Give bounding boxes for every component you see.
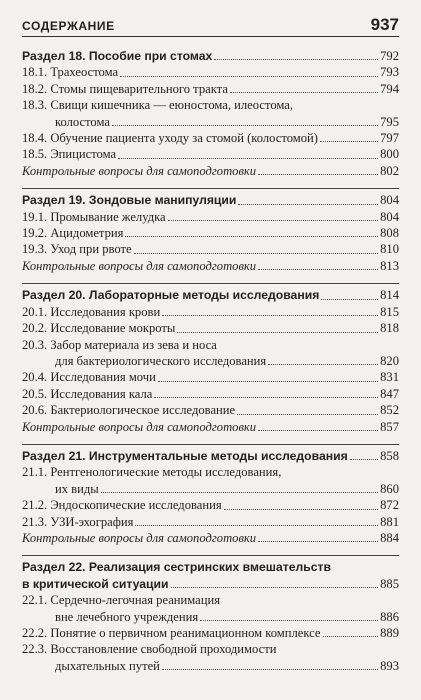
toc-entry [22,448,399,464]
dot-leader [154,397,378,398]
toc-entry [22,97,399,113]
dot-leader [135,525,378,526]
running-title: СОДЕРЖАНИЕ [22,19,115,33]
toc-entry-page: 884 [380,530,399,545]
toc-entry-title: Раздел 20. Лабораторные методы исследования [22,288,320,303]
toc-entry [22,304,399,320]
toc-entry [22,576,399,592]
dot-leader [237,414,378,415]
toc-entry-page: 800 [380,147,399,162]
toc-entry-page: 792 [380,49,399,63]
toc-entry-title: 20.1. Исследования крови [22,304,161,319]
toc-entry [22,337,399,353]
toc-entry [22,353,399,369]
toc-entry [22,514,399,530]
toc-entry-page: 794 [380,81,399,96]
toc-entry [22,402,399,418]
toc-entry-title: 21.2. Эндоскопические исследования [22,498,222,513]
toc-entry-page: 815 [380,304,399,319]
toc-section [22,188,399,274]
toc-entry [22,320,399,336]
toc-entry-page: 808 [380,226,399,241]
toc-entry-title: 20.2. Исследование мокроты [22,321,176,336]
dot-leader [177,332,378,333]
toc-entry-page: 804 [380,209,399,224]
toc-entry-title: 18.1. Трахеостома [22,65,119,80]
toc-entry [22,225,399,241]
dot-leader [214,59,378,60]
toc-entry-page: 860 [380,481,399,496]
dot-leader [168,220,378,221]
toc-section [22,444,399,546]
toc-entry [22,641,399,657]
toc-entry-page: 847 [380,386,399,401]
toc-entry-page: 804 [380,193,399,208]
dot-leader [134,253,379,254]
toc-entry-title: для бактериологического исследования [55,353,267,368]
dot-leader [230,92,378,93]
dot-leader [268,364,378,365]
toc-entry-title: Раздел 18. Пособие при стомах [22,49,213,63]
toc-entry-title: 22.2. Понятие о первичном реанимационном комплексе [22,626,321,640]
toc-entry [22,658,399,674]
toc-entry-title: Контрольные вопросы для самоподготовки [22,419,257,434]
toc-entry [22,163,399,179]
toc-entry [22,48,399,64]
toc-entry-page: 802 [380,163,399,178]
dot-leader [120,76,378,77]
toc-entry-title: 18.2. Стомы пищеварительного тракта [22,81,228,96]
toc-entry [22,114,399,130]
toc-entry [22,530,399,546]
toc-entry-title: 20.5. Исследования кала [22,386,153,401]
dot-leader [118,158,378,159]
dot-leader [238,204,378,205]
dot-leader [320,141,378,142]
toc-entry-title: 20.3. Забор материала из зева и носа [22,337,217,352]
toc-entry [22,592,399,608]
toc-entry-page: 820 [380,353,399,368]
toc-entry-title: 18.5. Эпицистома [22,147,117,162]
dot-leader [323,636,379,637]
toc-entry [22,386,399,402]
dot-leader [350,459,378,460]
toc-entry [22,192,399,208]
toc-entry-page: 793 [380,65,399,80]
toc-entry-page: 852 [380,403,399,418]
dot-leader [258,541,378,542]
toc-entry-title: в критической ситуации [22,576,169,591]
toc-entry [22,464,399,480]
toc-entry-title: Раздел 22. Реализация сестринских вмешательств [22,560,331,575]
dot-leader [101,492,378,493]
toc-entry-title: колостома [55,114,110,129]
toc-entry [22,559,399,575]
dot-leader [162,669,378,670]
toc-entry-title: 19.3. Уход при рвоте [22,242,132,257]
toc-entry [22,625,399,641]
toc-entry [22,369,399,385]
dot-leader [258,269,378,270]
page-number: 937 [370,15,399,34]
toc-entry-title: Контрольные вопросы для самоподготовки [22,258,257,273]
toc-entry [22,146,399,162]
toc-entry [22,241,399,257]
toc-entry-page: 797 [380,131,399,146]
toc-entry-page: 818 [380,321,399,336]
table-of-contents [22,48,399,683]
toc-entry [22,64,399,80]
dot-leader [200,620,378,621]
toc-entry-title: Контрольные вопросы для самоподготовки [22,163,257,178]
toc-entry-page: 857 [380,419,399,434]
dot-leader [112,125,378,126]
toc-entry-page: 795 [380,114,399,129]
toc-section [22,48,399,179]
toc-entry-title: 19.1. Промывание желудка [22,209,166,224]
toc-entry-title: вне лечебного учреждения [55,609,199,624]
toc-entry-title: 19.2. Ацидометрия [22,226,124,241]
dot-leader [224,509,378,510]
dot-leader [171,587,379,588]
dot-leader [258,430,378,431]
toc-entry-title: 21.3. УЗИ-эхография [22,514,134,529]
toc-entry-title: их виды [55,481,99,496]
dot-leader [125,236,378,237]
toc-entry [22,209,399,225]
toc-entry-page: 813 [380,258,399,273]
toc-entry-title: 22.3. Восстановление свободной проходимости [22,642,277,657]
toc-entry-title: дыхательных путей [55,658,160,673]
toc-entry-page: 885 [380,576,399,591]
dot-leader [321,299,378,300]
toc-entry-page: 872 [380,498,399,513]
toc-entry-page: 814 [380,288,399,303]
toc-entry-page: 858 [380,448,399,463]
toc-entry [22,287,399,303]
toc-entry-page: 886 [380,609,399,624]
dot-leader [162,315,378,316]
page-header [22,10,399,37]
toc-entry-page: 831 [380,370,399,385]
toc-entry-page: 893 [380,658,399,673]
toc-entry-title: 18.4. Обучение пациента уходу за стомой (колостомой) [22,131,318,146]
toc-section [22,283,399,435]
toc-section [22,555,399,674]
toc-entry [22,481,399,497]
toc-entry-page: 881 [380,514,399,529]
toc-entry-title: Контрольные вопросы для самоподготовки [22,530,257,545]
toc-entry [22,609,399,625]
dot-leader [258,174,378,175]
toc-entry-title: 22.1. Сердечно-легочная реанимация [22,593,221,608]
toc-entry-title: 21.1. Рентгенологические методы исследования, [22,465,282,480]
toc-entry-title: 18.3. Свищи кишечника — еюностома, илеостома, [22,98,293,113]
toc-entry-title: 20.4. Исследования мочи [22,370,156,385]
dot-leader [158,381,378,382]
toc-entry [22,497,399,513]
toc-entry [22,81,399,97]
toc-entry-title: Раздел 19. Зондовые манипуляции [22,193,237,208]
toc-entry-page: 810 [380,242,399,257]
toc-entry-page: 889 [380,626,399,640]
toc-entry [22,258,399,274]
toc-entry [22,130,399,146]
toc-entry-title: 20.6. Бактериологическое исследование [22,403,236,418]
toc-entry-title: Раздел 21. Инструментальные методы исследования [22,448,348,463]
toc-entry [22,419,399,435]
